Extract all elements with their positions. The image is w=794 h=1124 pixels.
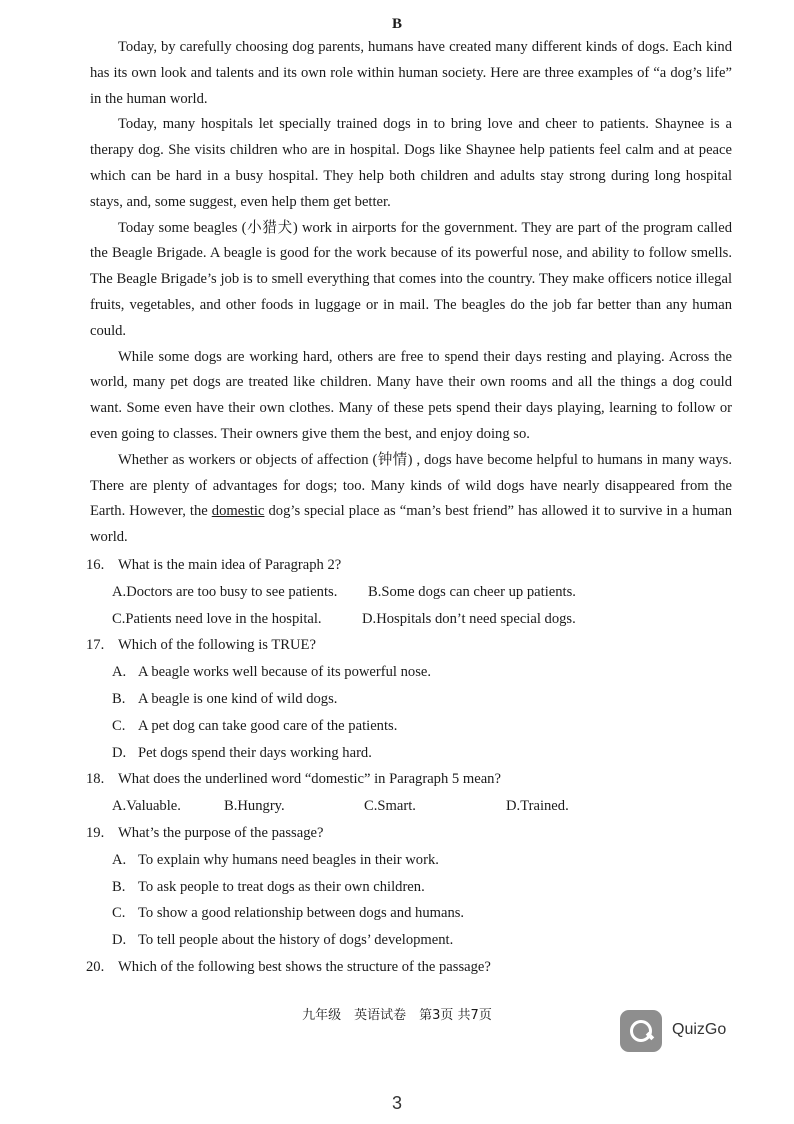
page-footer: 九年级 英语试卷 第3页 共7页 bbox=[302, 1008, 492, 1023]
option-label: C. bbox=[112, 610, 126, 627]
question-list bbox=[86, 552, 736, 981]
option-label: A. bbox=[112, 583, 127, 600]
watermark-text: QuizGo bbox=[672, 1021, 727, 1038]
option-text: A beagle is one kind of wild dogs. bbox=[138, 690, 338, 707]
option-a bbox=[86, 659, 736, 686]
option-text: Some dogs can cheer up patients. bbox=[381, 583, 576, 600]
option-text: Hospitals don’t need special dogs. bbox=[376, 610, 576, 627]
question-17 bbox=[86, 632, 736, 659]
page-number: 3 bbox=[391, 1093, 402, 1113]
reading-passage bbox=[90, 35, 732, 551]
question-text: What does the underlined word “domestic” in Paragraph 5 mean? bbox=[118, 771, 501, 788]
option-text: To ask people to treat dogs as their own children. bbox=[138, 878, 425, 895]
question-16 bbox=[86, 552, 736, 579]
option-label: A. bbox=[112, 851, 127, 868]
option-label: A. bbox=[112, 664, 127, 681]
option-text: To explain why humans need beagles in their work. bbox=[138, 851, 439, 868]
option-row bbox=[86, 793, 736, 820]
paragraph-4: While some dogs are working hard, others are free to spend their days resting and playing. Across the world, many pet dogs are treated like children. Many have their own rooms and all the things a dog could want. Some even have their own clothes. Many of these pets spend their days playing, learning to follow or even going to classes. Their owners give them the best, and enjoy doing so. bbox=[90, 348, 732, 442]
paragraph-3: Today some beagles (小猎犬) work in airports for the government. They are part of the program called the Beagle Brigade. A beagle is good for the work because of its powerful nose, and ability to follow smells. The Beagle Brigade’s job is to smell everything that comes into the country. They make officers notice illegal fruits, vegetables, and other foods in luggage or in mail. The beagles do the job far better than any human could. bbox=[90, 219, 732, 339]
option-text: A beagle works well because of its powerful nose. bbox=[138, 664, 432, 681]
question-number: 17. bbox=[86, 637, 105, 654]
option-a bbox=[86, 847, 736, 874]
quizgo-logo-icon bbox=[620, 1010, 662, 1052]
option-b bbox=[86, 686, 736, 713]
question-number: 20. bbox=[86, 958, 105, 975]
option-text: Pet dogs spend their days working hard. bbox=[138, 744, 372, 761]
option-c bbox=[86, 900, 736, 927]
question-text: Which of the following is TRUE? bbox=[118, 637, 316, 654]
option-text: Valuable. bbox=[126, 798, 181, 815]
question-number: 19. bbox=[86, 824, 105, 841]
option-text: Trained. bbox=[520, 798, 569, 815]
option-label: B. bbox=[112, 690, 126, 707]
option-text: Patients need love in the hospital. bbox=[125, 610, 322, 627]
option-row bbox=[86, 579, 736, 606]
option-c bbox=[86, 713, 736, 740]
option-label: D. bbox=[362, 610, 377, 627]
question-text: What’s the purpose of the passage? bbox=[118, 824, 324, 841]
option-d bbox=[86, 740, 736, 767]
option-d bbox=[86, 927, 736, 954]
question-text: Which of the following best shows the structure of the passage? bbox=[118, 958, 491, 975]
option-text: Smart. bbox=[377, 798, 416, 815]
paragraph-1: Today, by carefully choosing dog parents, humans have created many different kinds of dogs. Each kind has its own look and talents and its own role within human society. Here are three examples of “a dog’s life” in the human world. bbox=[90, 39, 732, 107]
option-label: A. bbox=[112, 798, 127, 815]
option-text: Doctors are too busy to see patients. bbox=[126, 583, 338, 600]
question-19 bbox=[86, 820, 736, 847]
option-text: Hungry. bbox=[237, 798, 285, 815]
option-label: B. bbox=[368, 583, 382, 600]
question-20 bbox=[86, 954, 736, 981]
option-label: C. bbox=[112, 905, 126, 922]
option-label: C. bbox=[112, 717, 126, 734]
option-text: A pet dog can take good care of the patients. bbox=[138, 717, 398, 734]
option-label: B. bbox=[224, 798, 238, 815]
question-text: What is the main idea of Paragraph 2? bbox=[118, 557, 342, 573]
option-label: B. bbox=[112, 878, 126, 895]
option-label: D. bbox=[112, 932, 127, 949]
option-label: D. bbox=[112, 744, 127, 761]
option-row bbox=[86, 606, 736, 633]
option-label: C. bbox=[364, 798, 378, 815]
option-label: D. bbox=[506, 798, 521, 815]
underlined-word: domestic bbox=[211, 503, 265, 520]
paragraph-5-part-2: dog’s special place as “man’s best friend” has allowed it to survive in a human world. bbox=[90, 503, 732, 546]
paragraph-5-part-1: Whether as workers or objects of affection (钟情) , dogs have become helpful to humans in many ways. There are plenty of advantages for dogs; too. Many kinds of wild dogs have nearly disappeared from the Earth. However, the bbox=[90, 451, 732, 520]
paragraph-5 bbox=[90, 448, 732, 551]
question-number: 18. bbox=[86, 771, 105, 788]
question-18 bbox=[86, 766, 736, 793]
paragraph-2: Today, many hospitals let specially trained dogs in to bring love and cheer to patients. Shaynee is a therapy dog. She visits children who are in hospital. Dogs like Shaynee help patients feel calm and at peace which can be hard in a busy hospital. They help both children and adults stay strong during long hospital stays, and, some suggest, even help them get better. bbox=[90, 116, 732, 210]
option-text: To tell people about the history of dogs’ development. bbox=[138, 932, 454, 949]
option-text: To show a good relationship between dogs and humans. bbox=[138, 905, 465, 922]
option-b bbox=[86, 874, 736, 901]
section-heading: B bbox=[391, 16, 402, 32]
question-number: 16. bbox=[86, 557, 105, 573]
